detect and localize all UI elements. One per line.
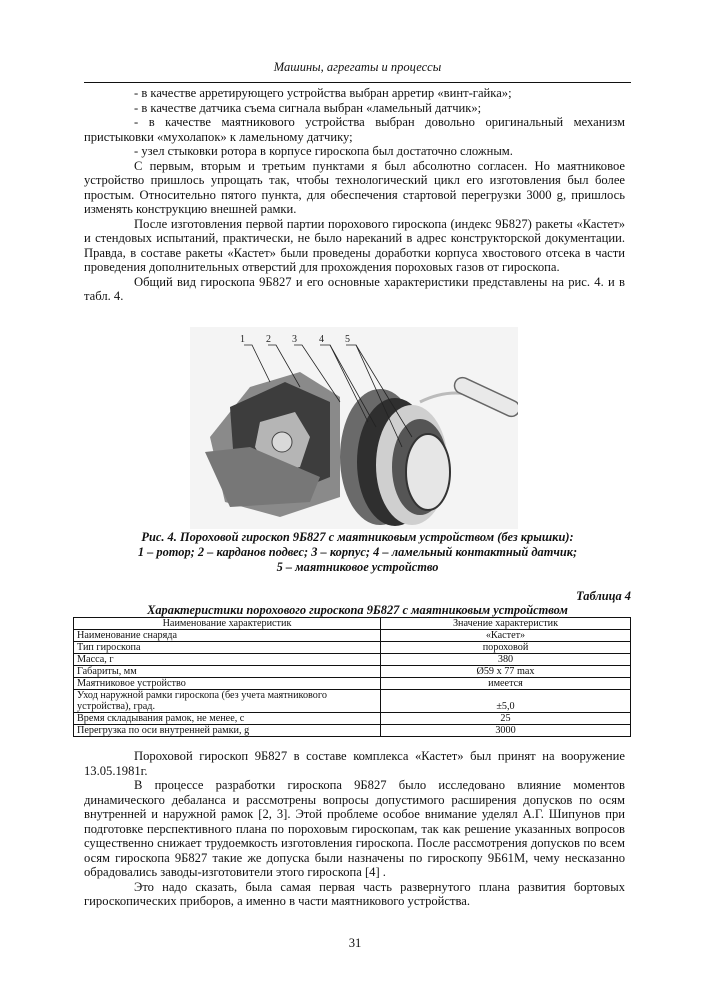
table-header-row (74, 618, 631, 630)
table-cell: Маятниковое устройство (74, 678, 381, 690)
table-cell: Перегрузка по оси внутренней рамки, g (74, 725, 381, 737)
list-item: - узел стыковки ротора в корпусе гироскопа был достаточно сложным. (134, 144, 513, 158)
header-rule (84, 82, 631, 83)
callout-1: 1 (240, 334, 245, 345)
caption-line: 5 – маятниковое устройство (276, 560, 439, 574)
table-cell: Тип гироскопа (74, 642, 381, 654)
callout-2: 2 (266, 334, 271, 345)
table-cell: 25 (381, 713, 631, 725)
table-cell: 3000 (381, 725, 631, 737)
table-label: Таблица 4 (576, 589, 631, 603)
gyroscope-illustration (190, 327, 518, 529)
paragraph: После изготовления первой партии порохового гироскопа (индекс 9Б827) ракеты «Кастет» и стендовых испытаний, практически, не было нареканий в адрес конструкторской документации. Правда, в составе ракеты «Кастет» были проведены доработки корпуса хвостового отсека в части проведения дополнительных отверстий для прохождения пороховых газов от гироскопа. (84, 216, 625, 274)
paragraph: С первым, вторым и третьим пунктами я был абсолютно согласен. Но маятниковое устройство пришлось упрощать так, чтобы технологический цикл его изготовления был более простым. Относительно пятого пункта, для обеспечения стартовой перегрузки 3000 g, пришлось изменять конструкцию внешней рамки. (84, 158, 625, 216)
list-item: - в качестве датчика съема сигнала выбран «ламельный датчик»; (134, 100, 482, 115)
table-cell: Ø59 х 77 max (381, 666, 631, 678)
callout-4: 4 (319, 334, 324, 345)
table-cell: ±5,0 (381, 690, 631, 713)
table-row (74, 654, 631, 666)
running-head: Машины, агрегаты и процессы (273, 60, 442, 74)
table-cell: Масса, г (74, 654, 381, 666)
column-header: Значение характеристик (381, 618, 631, 630)
table-row (74, 725, 631, 737)
callout-5: 5 (345, 334, 350, 345)
table-cell: Габариты, мм (74, 666, 381, 678)
paragraph: Общий вид гироскопа 9Б827 и его основные характеристики представлены на рис. 4. и в табл. 4. (84, 274, 625, 303)
table-cell: Уход наружной рамки гироскопа (без учета маятникового устройства), град. (74, 690, 381, 713)
table-cell: 380 (381, 654, 631, 666)
table-cell: пороховой (381, 642, 631, 654)
table-row (74, 642, 631, 654)
paragraph: Пороховой гироскоп 9Б827 в составе комплекса «Кастет» был принят на вооружение 13.05.1981г. (84, 749, 625, 778)
table-title: Характеристики порохового гироскопа 9Б827 с маятниковым устройством (147, 603, 568, 617)
table-row (74, 630, 631, 642)
list-item: - в качестве арретирующего устройства выбран арретир «винт-гайка»; (134, 86, 512, 100)
column-header: Наименование характеристик (74, 618, 381, 630)
figure-caption (84, 530, 631, 575)
table-row (74, 678, 631, 690)
table-cell: Время складывания рамок, не менее, с (74, 713, 381, 725)
top-text-block (84, 86, 625, 304)
characteristics-table (73, 617, 631, 737)
bottom-text-block (84, 749, 625, 909)
figure-gyroscope-photo (190, 327, 518, 529)
table-row (74, 713, 631, 725)
page-number: 31 (348, 936, 362, 950)
table-cell: имеется (381, 678, 631, 690)
table-row (74, 690, 631, 713)
table-cell: Наименование снаряда (74, 630, 381, 642)
paragraph: Это надо сказать, была самая первая часть развернутого плана развития бортовых гироскопических приборов, а именно в части маятникового устройства. (84, 879, 625, 908)
table-cell: «Кастет» (381, 630, 631, 642)
caption-line: 1 – ротор; 2 – карданов подвес; 3 – корпус; 4 – ламельный контактный датчик; (137, 545, 578, 559)
caption-line: Рис. 4. Пороховой гироскоп 9Б827 с маятниковым устройством (без крышки): (141, 530, 574, 544)
table-row (74, 666, 631, 678)
callout-3: 3 (292, 334, 297, 345)
paragraph: В процессе разработки гироскопа 9Б827 было исследовано влияние моментов динамического дебаланса и рассмотрены вопросы допустимого расширения допусков по осям внутренней и наружной рамок [2, 3]. Этой проблеме особое внимание уделял А.Г. Шипунов при подготовке перспективного плана по пороховым гироскопам, так как решение указанных вопросов существенно снижает трудоемкость изготовления гироскопа. После рассмотрения допусков по всем осям гироскопа 9Б827 такие же допуска были назначены по гироскопу 9Б61М, чему несказанно обрадовались заводы-изготовители этого гироскопа [4] . (84, 778, 625, 879)
list-item: - в качестве маятникового устройства выбран довольно оригинальный механизм пристыковки «мухолапок» к ламельному датчику; (84, 115, 625, 144)
